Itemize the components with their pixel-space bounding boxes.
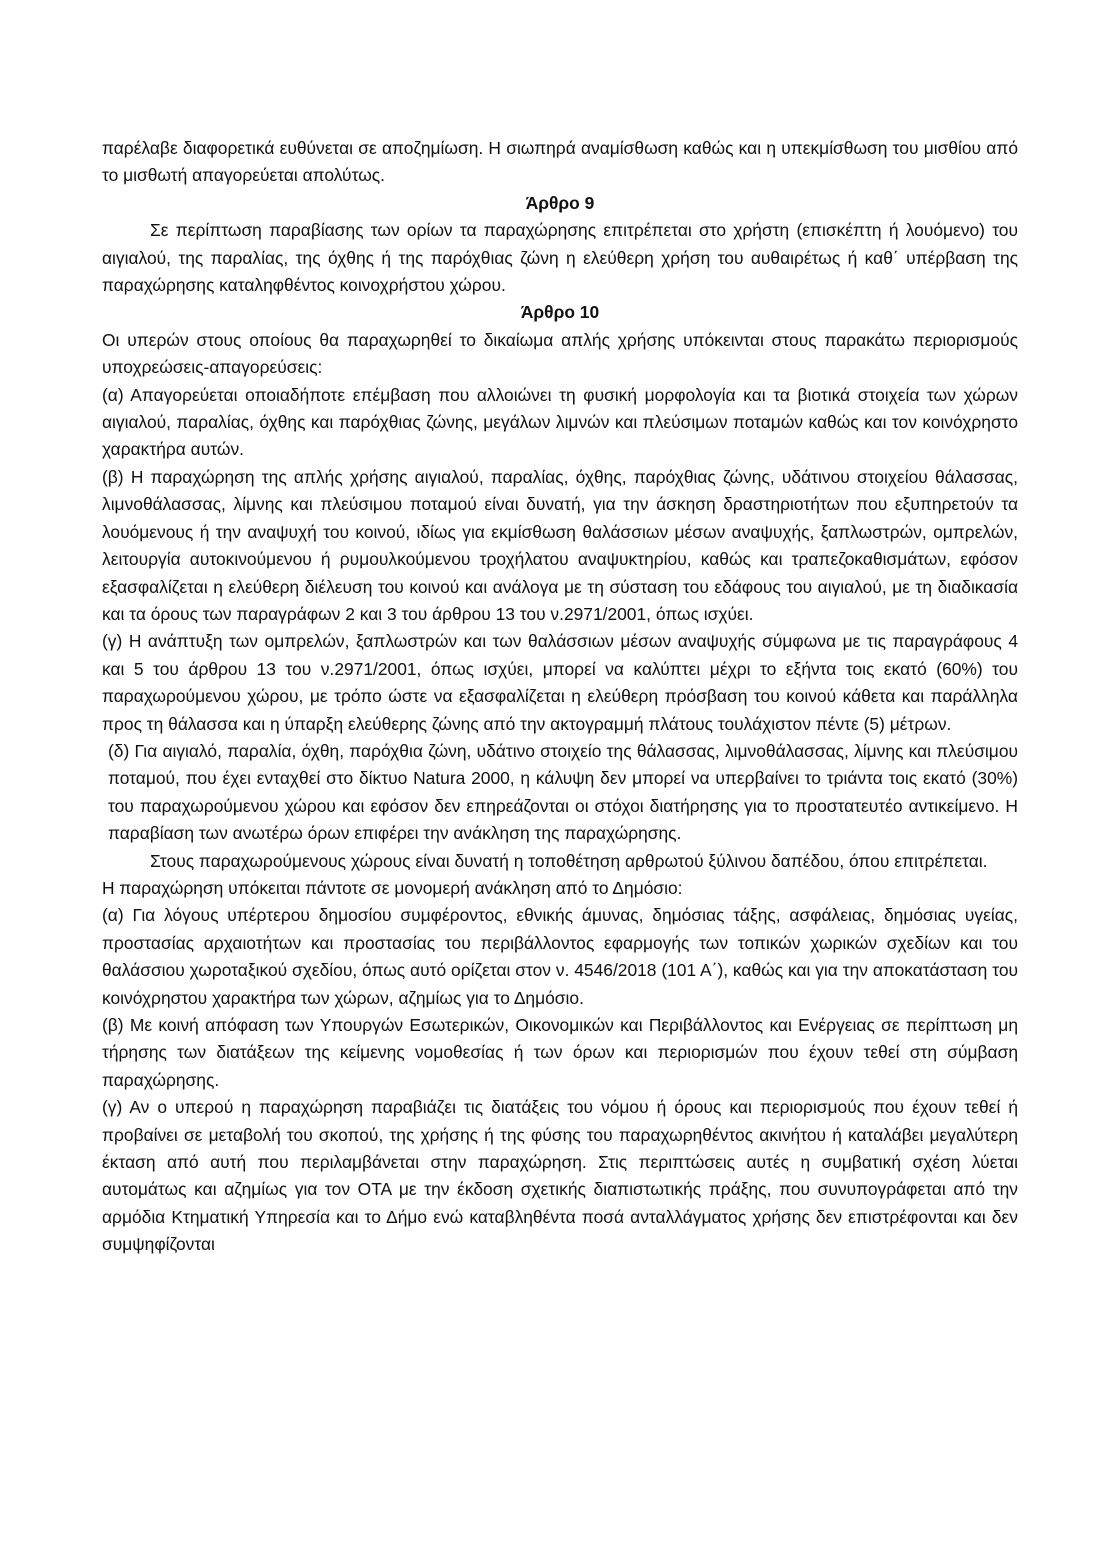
revocation-clause-a: (α) Για λόγους υπέρτερου δημοσίου συμφέροντος, εθνικής άμυνας, δημόσιας τάξης, ασφάλειας, δημόσιας υγείας, προστασίας αρχαιοτήτων και προστασίας του περιβάλλοντος εφαρμογής των τοπικών χωρικών σχεδίων και του θαλάσσιου χωροταξικού σχεδίου, όπως αυτό ορίζεται στον ν. 4546/2018 (101 Α΄), καθώς και για την αποκατάσταση του κοινόχρηστου χαρακτήρα των χώρων, αζημίως για το Δημόσιο. (102, 905, 1018, 1008)
revocation-clause-b: (β) Με κοινή απόφαση των Υπουργών Εσωτερικών, Οικονομικών και Περιβάλλοντος και Ενέργειας σε περίπτωση μη τήρησης των διατάξεων της κείμενης νομοθεσίας ή των όρων και περιορισμών που έχουν τεθεί στη σύμβαση παραχώρησης. (102, 1015, 1018, 1090)
article-9-paragraph: Σε περίπτωση παραβίασης των ορίων τα παραχώρησης επιτρέπεται στο χρήστη (επισκέπτη ή λουόμενο) του αιγιαλού, της παραλίας, της όχθης ή της παρόχθιας ζώνη η ελεύθερη χρήση του αυθαιρέτως ή καθ΄ υπέρβαση της παραχώρησης καταληφθέντος κοινοχρήστου χώρου. (102, 220, 1018, 296)
clause-c: (γ) Η ανάπτυξη των ομπρελών, ξαπλωστρών και των θαλάσσιων μέσων αναψυχής σύμφωνα με τις παραγράφους 4 και 5 του άρθρου 13 του ν.2971/2001, όπως ισχύει, μπορεί να καλύπτει μέχρι το εξήντα τοις εκατό (60%) του παραχωρούμενου χώρου, με τρόπο ώστε να εξασφαλίζεται η ελεύθερη πρόσβαση του κοινού κάθετα και παράλληλα προς τη θάλασσα και η ύπαρξη ελεύθερης ζώνης από την ακτογραμμή πλάτους τουλάχιστον πέντε (5) μέτρων. (102, 631, 1018, 734)
article-10-heading: Άρθρο 10 (520, 302, 600, 323)
clause-d: (δ) Για αιγιαλό, παραλία, όχθη, παρόχθια ζώνη, υδάτινο στοιχείο της θάλασσας, λιμνοθάλασσας, λίμνης και πλεύσιμου ποταμού, που έχει ενταχθεί στο δίκτυο Natura 2000, η κάλυψη δεν μπορεί να υπερβαίνει το τριάντα τοις εκατό (30%) του παραχωρούμενου χώρου και εφόσον δεν επηρεάζονται οι στόχοι διατήρησης για το προστατευτέο αντικείμενο. Η παραβίαση των ανωτέρω όρων επιφέρει την ανάκληση της παραχώρησης. (108, 740, 1018, 844)
paragraph-continuation: παρέλαβε διαφορετικά ευθύνεται σε αποζημίωση. Η σιωπηρά αναμίσθωση καθώς και η υπεκμίσθωση του μισθίου από το μισθωτή απαγορεύεται απολύτως. (102, 138, 1018, 186)
revocation-clause-c: (γ) Αν ο υπερού η παραχώρηση παραβιάζει τις διατάξεις του νόμου ή όρους και περιορισμούς που έχουν τεθεί ή προβαίνει σε μεταβολή του σκοπού, της χρήσης ή της φύσης του παραχωρηθέντος ακινήτου ή καταλάβει μεγαλύτερη έκταση από αυτή που περιλαμβάνεται στην παραχώρηση. Στις περιπτώσεις αυτές η συμβατική σχέση λύεται αυτομάτως και αζημίως για τον ΟΤΑ με την έκδοση σχετικής διαπιστωτικής πράξης, που συνυπογράφεται από την αρμόδια Κτηματική Υπηρεσία και το Δήμο ενώ καταβληθέντα ποσά ανταλλάγματος χρήσης δεν επιστρέφονται και δεν συμψηφίζονται (102, 1097, 1018, 1255)
document-page (102, 135, 1018, 1259)
article-10-intro: Οι υπερών στους οποίους θα παραχωρηθεί το δικαίωμα απλής χρήσης υπόκεινται στους παρακάτω περιορισμούς υποχρεώσεις-απαγορεύσεις: (102, 329, 1018, 378)
article-9-heading: Άρθρο 9 (525, 192, 595, 213)
revocation-intro: Η παραχώρηση υπόκειται πάντοτε σε μονομερή ανάκληση από το Δημόσιο: (102, 877, 683, 898)
clause-b: (β) Η παραχώρηση της απλής χρήσης αιγιαλού, παραλίας, όχθης, παρόχθιας ζώνης, υδάτινου στοιχείου θάλασσας, λιμνοθάλασσας, λίμνης και πλεύσιμου ποταμού είναι δυνατή, για την άσκηση δραστηριοτήτων που εξυπηρετούν τα λουόμενους ή την αναψυχή του κοινού, ιδίως για εκμίσθωση θαλάσσιων μέσων αναψυχής, ξαπλωστρών, ομπρελών, λειτουργία αυτοκινούμενου ή ρυμουλκούμενου τροχήλατου αναψυκτηρίου, καθώς και τραπεζοκαθισμάτων, εφόσον εξασφαλίζεται η ελεύθερη διέλευση του κοινού και ανάλογα με τη σύσταση του εδάφους του αιγιαλού, με τη διαδικασία και τα όρους των παραγράφων 2 και 3 του άρθρου 13 του ν.2971/2001, όπως ισχύει. (102, 466, 1018, 624)
wooden-floor-paragraph: Στους παραχωρούμενους χώρους είναι δυνατή η τοποθέτηση αρθρωτού ξύλινου δαπέδου, όπου επιτρέπεται. (150, 850, 988, 871)
clause-a: (α) Απαγορεύεται οποιαδήποτε επέμβαση που αλλοιώνει τη φυσική μορφολογία και τα βιοτικά στοιχεία των χώρων αιγιαλού, παραλίας, όχθης και παρόχθιας ζώνης, μεγάλων λιμνών και πλεύσιμων ποταμών καθώς και τον κοινόχρηστο χαρακτήρα αυτών. (102, 384, 1018, 460)
